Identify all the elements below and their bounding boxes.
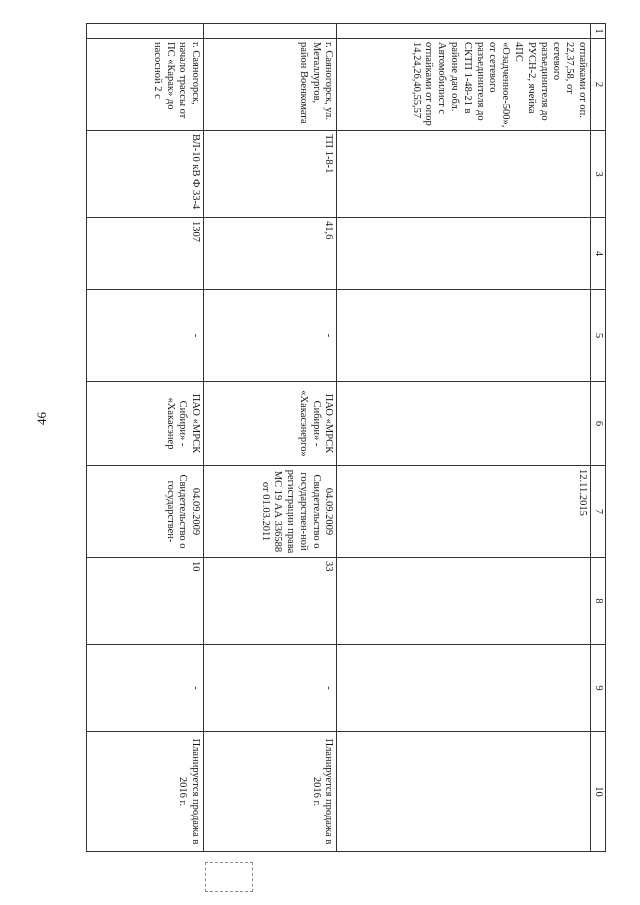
table-cell: ПАО «МРСК Сибири» - «Хакасэнерго»	[204, 382, 337, 466]
table-cell: -	[87, 645, 204, 732]
table-cell	[337, 645, 591, 732]
table-cell: ТП 1-8-1	[204, 131, 337, 218]
table-row	[204, 24, 337, 852]
table-cell: -	[204, 645, 337, 732]
column-header: 3	[591, 131, 606, 218]
column-header: 10	[591, 732, 606, 852]
table-cell: 04.09.2009 Свидетельство о государствен-	[87, 466, 204, 558]
table-cell: 1307	[87, 218, 204, 290]
column-header: 9	[591, 645, 606, 732]
column-header: 1	[591, 24, 606, 39]
page-number: 46	[34, 412, 49, 425]
table-row	[87, 24, 204, 852]
table-cell	[337, 290, 591, 382]
table-cell: 10	[87, 558, 204, 645]
column-header: 7	[591, 466, 606, 558]
table-cell: 41,6	[204, 218, 337, 290]
column-header: 6	[591, 382, 606, 466]
table-cell	[337, 382, 591, 466]
table-cell	[337, 24, 591, 39]
table-cell	[337, 131, 591, 218]
table-cell: 12.11.2015	[337, 466, 591, 558]
column-header: 8	[591, 558, 606, 645]
property-table	[86, 23, 606, 852]
property-table-container	[86, 23, 606, 851]
table-cell: -	[87, 290, 204, 382]
column-header: 4	[591, 218, 606, 290]
table-cell: 33	[204, 558, 337, 645]
table-cell: г. Саяногорск, начало трассы от ПС «Карак» до насосной 2 с	[87, 39, 204, 131]
table-row	[337, 24, 591, 852]
table-cell: ВЛ-10 кВ Ф 33-4	[87, 131, 204, 218]
table-cell	[337, 558, 591, 645]
table-cell	[337, 218, 591, 290]
table-cell: г. Саяногорск, ул. Металлургов, район Военкомата	[204, 39, 337, 131]
table-cell: Планируется продажа в 2016 г.	[204, 732, 337, 852]
table-cell: 04.09.2009 Свидетельство о государствен-ной регистрации права МС 19 АА 336588 от 01.03.2011	[204, 466, 337, 558]
column-header: 5	[591, 290, 606, 382]
stamp-mark	[205, 862, 253, 892]
column-header: 2	[591, 39, 606, 131]
table-cell	[337, 732, 591, 852]
table-cell: -	[204, 290, 337, 382]
table-cell	[87, 24, 204, 39]
table-cell	[204, 24, 337, 39]
table-cell: ПАО «МРСК Сибири» - «Хакасэнер	[87, 382, 204, 466]
table-cell: Планируется продажа в 2016 г.	[87, 732, 204, 852]
table-header-row	[591, 24, 606, 852]
table-cell: отпайками от оп. 22,37,58, от сетевого разъединителя до РУСН-2, ячейка 4ПС «Озадченное-500», от сетевого разъединителя до СКТП 1-48-21 в районе дач обл. Автомобилист с отпайками от опор 14,24,26,40,55,57	[337, 39, 591, 131]
